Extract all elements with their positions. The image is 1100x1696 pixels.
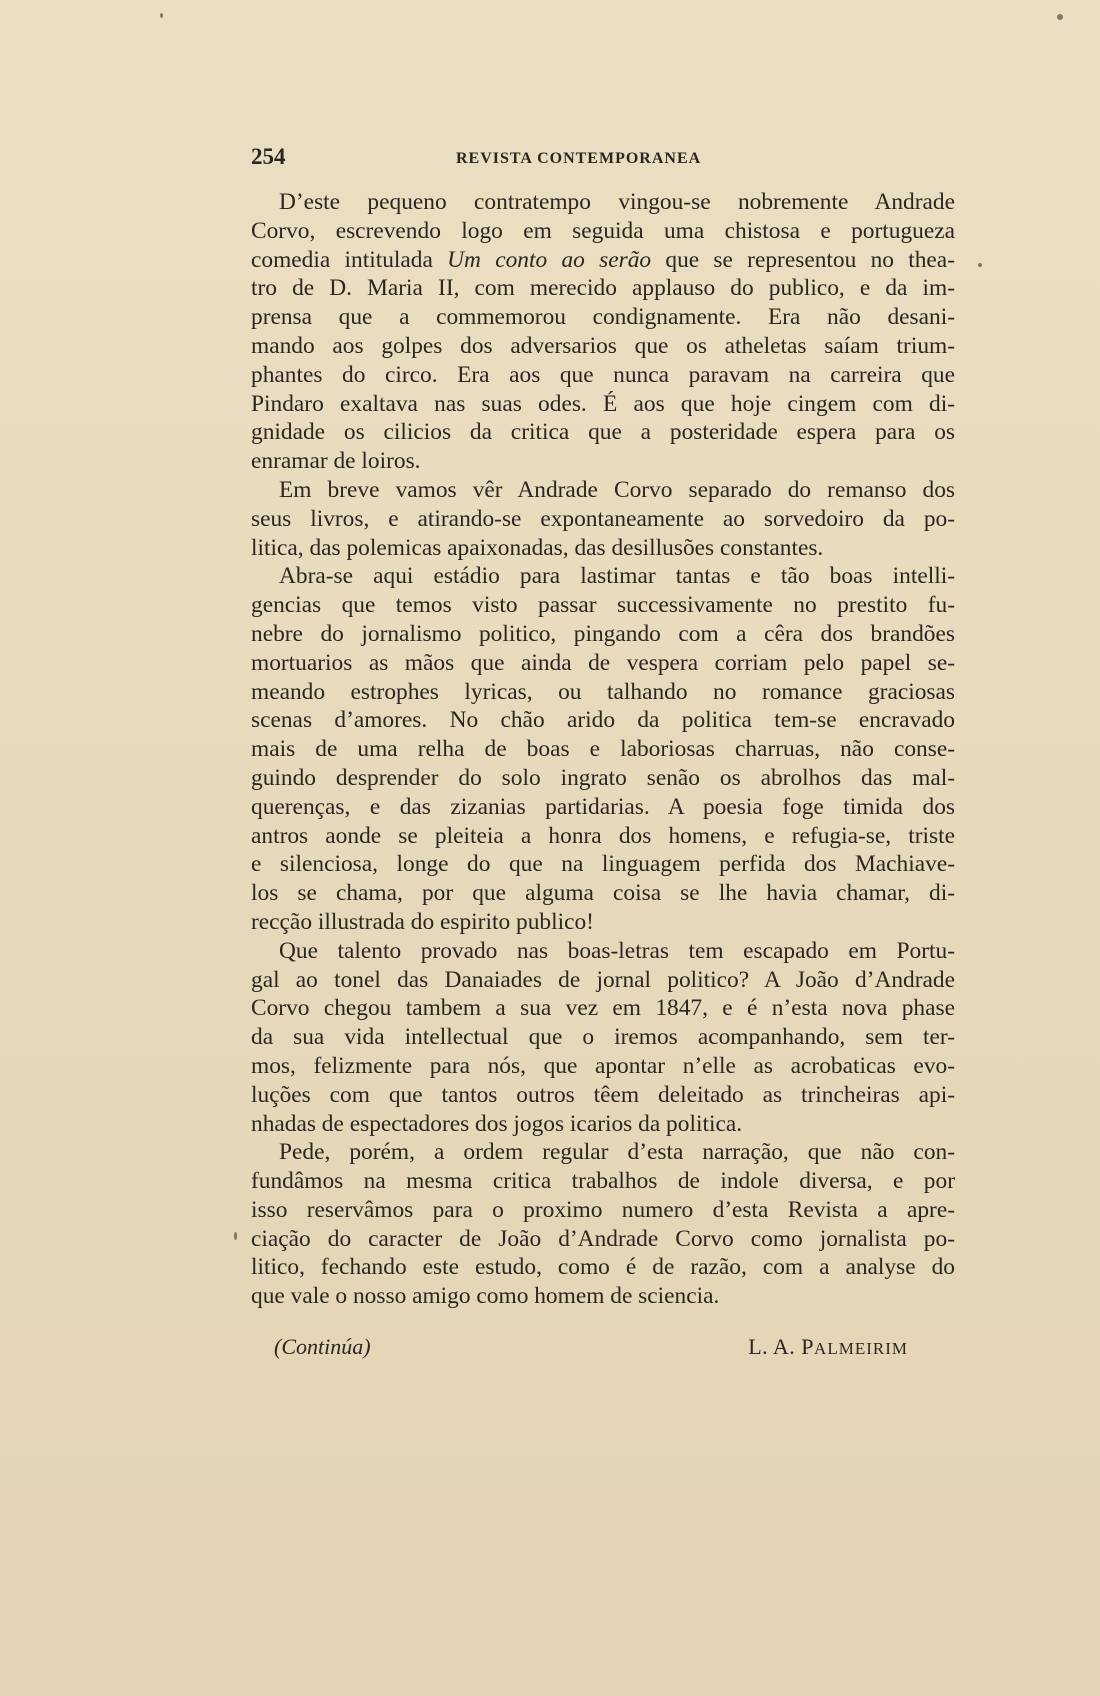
text-line: antros aonde se pleiteia a honra dos homens, e refugia-se, triste	[251, 822, 955, 849]
text-line: Corvo chegou tambem a sua vez em 1847, e é n’esta nova phase	[251, 995, 955, 1022]
text-line: phantes do circo. Era aos que nunca paravam na carreira que	[251, 361, 955, 388]
text-segment: comedia intitulada	[251, 246, 448, 273]
text-segment: que se representou no thea-	[651, 246, 955, 273]
text-line: enramar de loiros.	[251, 448, 421, 475]
page-footer	[251, 1334, 955, 1364]
page-header	[251, 144, 955, 178]
text-line: prensa que a commemorou condignamente. Era não desani-	[251, 304, 955, 331]
paper-speck	[234, 1232, 237, 1240]
text-line: Que talento provado nas boas-letras tem escapado em Portu-	[279, 937, 955, 964]
text-line: meando estrophes lyricas, ou talhando no romance graciosas	[251, 678, 955, 705]
article-body	[251, 188, 955, 1311]
text-line: litico, fechando este estudo, como é de razão, com a analyse do	[251, 1254, 955, 1281]
text-line: nebre do jornalismo politico, pingando com a cêra dos brandões	[251, 620, 955, 647]
page-number: 254	[251, 144, 286, 169]
text-line: isso reservâmos para o proximo numero d’esta Revista a apre-	[251, 1196, 955, 1223]
text-line: luções com que tantos outros têem deleitado as trincheiras api-	[251, 1081, 955, 1108]
continued-note: (Continúa)	[274, 1334, 371, 1359]
text-line: Em breve vamos vêr Andrade Corvo separado do remanso dos	[279, 476, 955, 503]
text-line: e silenciosa, longe do que na linguagem perfida dos Machiave-	[251, 851, 955, 878]
text-line: seus livros, e atirando-se expontaneamente ao sorvedoiro da po-	[251, 505, 955, 532]
signature-initials: L. A. P	[748, 1334, 815, 1359]
text-line: mando aos golpes dos adversarios que os atheletas saíam trium-	[251, 332, 955, 359]
running-title: REVISTA CONTEMPORANEA	[456, 150, 702, 167]
text-line: mos, felizmente para nós, que apontar n’elle as acrobaticas evo-	[251, 1052, 955, 1079]
text-line	[251, 246, 955, 275]
text-line: D’este pequeno contratempo vingou-se nobremente Andrade	[279, 189, 955, 215]
text-line: tro de D. Maria II, com merecido applauso do publico, e da im-	[251, 275, 955, 302]
text-line: fundâmos na mesma critica trabalhos de indole diversa, e por	[251, 1168, 955, 1195]
text-line: da sua vida intellectual que o iremos acompanhando, sem ter-	[251, 1024, 955, 1051]
text-line: Pindaro exaltava nas suas odes. É aos que hoje cingem com di-	[251, 390, 955, 417]
paper-speck	[160, 13, 163, 18]
text-line: gencias que temos visto passar successivamente no prestito fu-	[251, 592, 955, 619]
play-title: Um conto ao serão	[447, 246, 652, 273]
text-line: querenças, e das zizanias partidarias. A poesia foge timida dos	[251, 793, 955, 820]
text-line: guindo desprender do solo ingrato senão os abrolhos das mal-	[251, 764, 955, 791]
text-line: mortuarios as mãos que ainda de vespera corriam pelo papel se-	[251, 649, 955, 676]
text-line: Corvo, escrevendo logo em seguida uma chistosa e portugueza	[251, 217, 955, 244]
text-line: que vale o nosso amigo como homem de sciencia.	[251, 1283, 720, 1310]
text-line: mais de uma relha de boas e laboriosas charruas, não conse-	[251, 736, 955, 763]
text-line: litica, das polemicas apaixonadas, das desillusões constantes.	[251, 534, 824, 561]
author-signature	[748, 1334, 908, 1360]
text-line: nhadas de espectadores dos jogos icarios da politica.	[251, 1110, 743, 1137]
paper-speck	[1057, 14, 1063, 20]
signature-surname: ALMEIRIM	[814, 1339, 908, 1358]
text-line: ciação do caracter de João d’Andrade Corvo como jornalista po-	[251, 1225, 955, 1252]
text-line: los se chama, por que alguma coisa se lhe havia chamar, di-	[251, 880, 955, 907]
text-line: Pede, porém, a ordem regular d’esta narração, que não con-	[279, 1139, 955, 1166]
text-line: gal ao tonel das Danaiades de jornal politico? A João d’Andrade	[251, 966, 955, 993]
text-line: recção illustrada do espirito publico!	[251, 908, 594, 935]
text-line: gnidade os cilicios da critica que a posteridade espera para os	[251, 419, 955, 446]
text-line: Abra-se aqui estádio para lastimar tantas e tão boas intelli-	[279, 563, 955, 590]
text-line: scenas d’amores. No chão arido da politica tem-se encravado	[251, 707, 955, 734]
paper-speck	[978, 263, 982, 267]
